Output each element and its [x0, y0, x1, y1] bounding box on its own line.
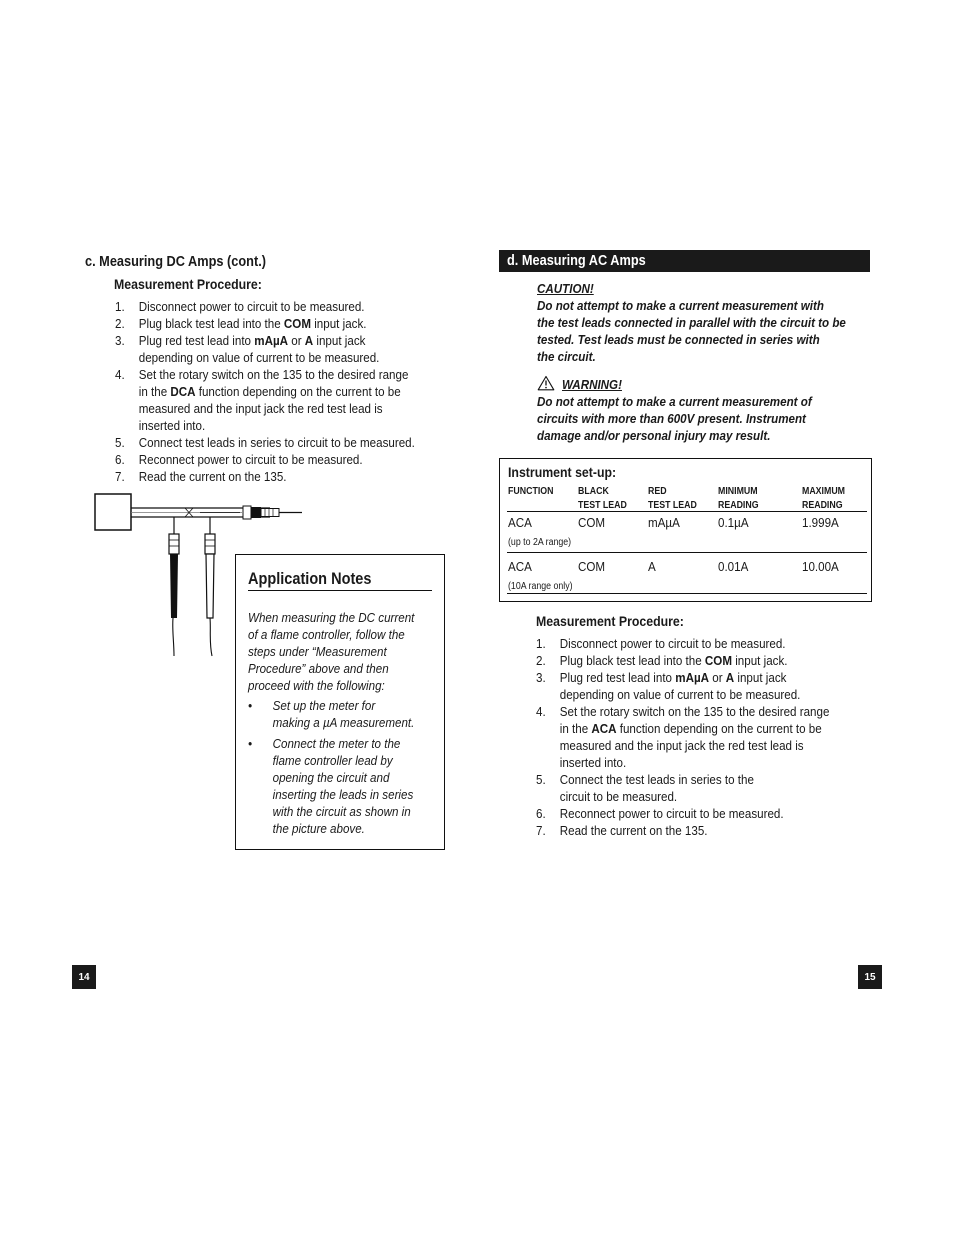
setup-row-note: (up to 2A range) — [508, 537, 572, 548]
red-test-probe — [205, 517, 215, 656]
caution-line: tested. Test leads must be connected in series with — [537, 332, 820, 347]
setup-cell: 0.01A — [718, 559, 749, 574]
notes-bullet-line: Connect the meter to the — [272, 736, 401, 751]
step-line: Disconnect power to circuit to be measured. — [138, 299, 365, 314]
notes-intro-line: When measuring the DC current — [248, 610, 415, 625]
step-line: Read the current on the 135. — [138, 469, 287, 484]
bold-term: A — [304, 333, 314, 348]
step-number: 2. — [115, 316, 125, 331]
warning-line: Do not attempt to make a current measurement of — [537, 394, 812, 409]
setup-cell: A — [648, 559, 656, 574]
text-run: input jack — [313, 333, 366, 348]
bold-term: COM — [704, 653, 733, 668]
caution-block — [537, 280, 846, 365]
right-section-title: d. Measuring AC Amps — [507, 253, 646, 269]
step-line: measured and the input jack the red test lead is — [138, 401, 383, 416]
text-run: Plug black test lead into the — [138, 316, 284, 331]
step-line: Set the rotary switch on the 135 to the desired range — [138, 367, 409, 382]
setup-header-line: READING — [802, 500, 843, 511]
step-line: Connect test leads in series to circuit to be measured. — [138, 435, 415, 450]
step-line — [139, 315, 450, 332]
text-run: input jack. — [732, 653, 788, 668]
setup-rule-3 — [507, 593, 867, 594]
step-number: 1. — [115, 299, 125, 314]
left-step-5 — [115, 434, 449, 451]
setup-row-note: (10A range only) — [508, 581, 573, 592]
step-line — [560, 652, 871, 669]
step-line — [560, 720, 871, 737]
step-number: 3. — [115, 333, 125, 348]
step-text — [115, 434, 449, 451]
application-notes-box — [235, 554, 445, 850]
right-step-7 — [536, 822, 870, 839]
step-line: Reconnect power to circuit to be measured. — [559, 806, 784, 821]
right-step-2 — [536, 652, 870, 669]
setup-header-5 — [802, 485, 845, 513]
setup-header-line: MAXIMUM — [802, 486, 846, 497]
notes-bullet-line: making a µA measurement. — [272, 715, 415, 730]
notes-intro-line: proceed with the following: — [248, 678, 385, 693]
step-line: Read the current on the 135. — [559, 823, 708, 838]
warning-triangle-icon — [537, 375, 555, 391]
step-line — [560, 669, 871, 686]
notes-bullet-line: flame controller lead by — [272, 753, 393, 768]
step-number: 6. — [536, 806, 546, 821]
instrument-setup-box — [499, 458, 872, 602]
step-line: Set the rotary switch on the 135 to the desired range — [559, 704, 830, 719]
step-line: circuit to be measured. — [559, 789, 678, 804]
setup-header-line: READING — [718, 500, 759, 511]
step-line: depending on value of current to be measured. — [559, 687, 801, 702]
step-number: 6. — [115, 452, 125, 467]
notes-bullet-line: the picture above. — [272, 821, 365, 836]
notes-bullet-line: opening the circuit and — [272, 770, 390, 785]
step-text — [115, 315, 449, 332]
step-number: 5. — [536, 772, 546, 787]
bullet-icon: • — [248, 698, 253, 713]
step-line — [139, 332, 450, 349]
caution-line: Do not attempt to make a current measurement with — [537, 298, 824, 313]
left-procedure-title: Measurement Procedure: — [114, 276, 262, 292]
page-number-left: 14 — [72, 965, 96, 989]
left-step-1 — [115, 298, 449, 315]
bold-term: COM — [283, 316, 312, 331]
step-line — [139, 383, 450, 400]
step-text — [115, 366, 449, 434]
setup-rule-1 — [507, 511, 867, 512]
right-step-1 — [536, 635, 870, 652]
left-steps-list — [115, 298, 449, 485]
text-run: Plug red test lead into — [138, 333, 255, 348]
warning-line: circuits with more than 600V present. Instrument — [537, 411, 806, 426]
notes-bullet-text — [248, 697, 414, 731]
right-steps-list — [536, 635, 870, 839]
setup-header-line: MINIMUM — [718, 486, 758, 497]
setup-header-line: RED — [648, 486, 667, 497]
notes-bullet-item — [248, 697, 414, 731]
text-run: or — [709, 670, 726, 685]
right-step-5 — [536, 771, 870, 805]
text-run: input jack. — [311, 316, 367, 331]
flame-controller-box — [95, 494, 131, 530]
step-number: 7. — [536, 823, 546, 838]
black-test-probe — [169, 517, 179, 656]
right-step-4 — [536, 703, 870, 771]
setup-title: Instrument set-up: — [508, 464, 617, 480]
application-notes-bullets — [248, 697, 414, 841]
text-run: input jack — [734, 670, 787, 685]
step-text — [115, 332, 449, 366]
bold-term: DCA — [170, 384, 196, 399]
text-run: Plug red test lead into — [559, 670, 676, 685]
bullet-icon: • — [248, 736, 253, 751]
text-run: or — [288, 333, 305, 348]
right-procedure-title: Measurement Procedure: — [536, 613, 684, 629]
page-number-right: 15 — [858, 965, 882, 989]
notes-bullet-line: with the circuit as shown in — [272, 804, 411, 819]
left-section-title: c. Measuring DC Amps (cont.) — [85, 254, 267, 270]
bold-term: ACA — [591, 721, 617, 736]
step-line: inserted into. — [559, 755, 627, 770]
left-step-4 — [115, 366, 449, 434]
step-text — [536, 771, 870, 805]
notes-bullet-line: Set up the meter for — [272, 698, 376, 713]
step-text — [536, 669, 870, 703]
text-run: function depending on the current to be — [616, 721, 822, 736]
setup-header-3 — [648, 485, 697, 513]
step-text — [115, 468, 449, 485]
text-run: Plug black test lead into the — [559, 653, 705, 668]
warning-text — [537, 393, 812, 444]
step-text — [536, 703, 870, 771]
setup-cell: COM — [578, 515, 606, 530]
notes-bullet-line: inserting the leads in series — [272, 787, 414, 802]
left-step-6 — [115, 451, 449, 468]
step-line: Connect the test leads in series to the — [559, 772, 754, 787]
bold-term: A — [725, 670, 735, 685]
setup-cell: 10.00A — [802, 559, 839, 574]
notes-bullet-item — [248, 735, 414, 837]
step-text — [536, 805, 870, 822]
left-step-3 — [115, 332, 449, 366]
step-line: Disconnect power to circuit to be measured. — [559, 636, 786, 651]
left-step-2 — [115, 315, 449, 332]
step-text — [115, 298, 449, 315]
step-number: 4. — [115, 367, 125, 382]
setup-cell: ACA — [508, 515, 532, 530]
application-notes-intro — [248, 609, 414, 694]
step-number: 4. — [536, 704, 546, 719]
application-notes-rule — [248, 590, 432, 591]
notes-intro-line: Procedure” above and then — [248, 661, 389, 676]
setup-header-4 — [718, 485, 759, 513]
setup-header-line: BLACK — [578, 486, 609, 497]
bold-term: mAµA — [675, 670, 710, 685]
notes-intro-line: of a flame controller, follow the — [248, 627, 405, 642]
step-line: inserted into. — [138, 418, 206, 433]
setup-cell: 0.1µA — [718, 515, 749, 530]
bold-term: mAµA — [254, 333, 289, 348]
left-step-7 — [115, 468, 449, 485]
caution-title: CAUTION! — [537, 281, 594, 296]
setup-header-line: TEST LEAD — [578, 500, 627, 511]
setup-header-2 — [578, 485, 627, 513]
step-number: 7. — [115, 469, 125, 484]
step-line: measured and the input jack the red test lead is — [559, 738, 804, 753]
right-step-3 — [536, 669, 870, 703]
setup-header-line: FUNCTION — [508, 486, 554, 497]
step-text — [536, 635, 870, 652]
setup-cell: 1.999A — [802, 515, 839, 530]
right-step-6 — [536, 805, 870, 822]
step-number: 3. — [536, 670, 546, 685]
setup-cell: COM — [578, 559, 606, 574]
step-line: depending on value of current to be measured. — [138, 350, 380, 365]
caution-line: the test leads connected in parallel with the circuit to be — [537, 315, 846, 330]
text-run: in the — [138, 384, 171, 399]
warning-title: WARNING! — [562, 377, 622, 392]
right-section-header-bar — [499, 250, 870, 272]
step-number: 1. — [536, 636, 546, 651]
caution-line: the circuit. — [537, 349, 596, 364]
text-run: in the — [559, 721, 592, 736]
step-number: 2. — [536, 653, 546, 668]
notes-intro-line: steps under “Measurement — [248, 644, 387, 659]
step-number: 5. — [115, 435, 125, 450]
notes-bullet-text — [248, 735, 414, 837]
step-line: Reconnect power to circuit to be measured. — [138, 452, 363, 467]
step-text — [536, 652, 870, 669]
text-run: function depending on the current to be — [195, 384, 401, 399]
setup-cell: ACA — [508, 559, 532, 574]
step-text — [536, 822, 870, 839]
step-text — [115, 451, 449, 468]
setup-header-line: TEST LEAD — [648, 500, 697, 511]
setup-cell: mAµA — [648, 515, 680, 530]
setup-header-1 — [508, 485, 553, 499]
warning-line: damage and/or personal injury may result. — [537, 428, 771, 443]
application-notes-title: Application Notes — [248, 570, 372, 588]
setup-rule-2 — [507, 552, 867, 553]
